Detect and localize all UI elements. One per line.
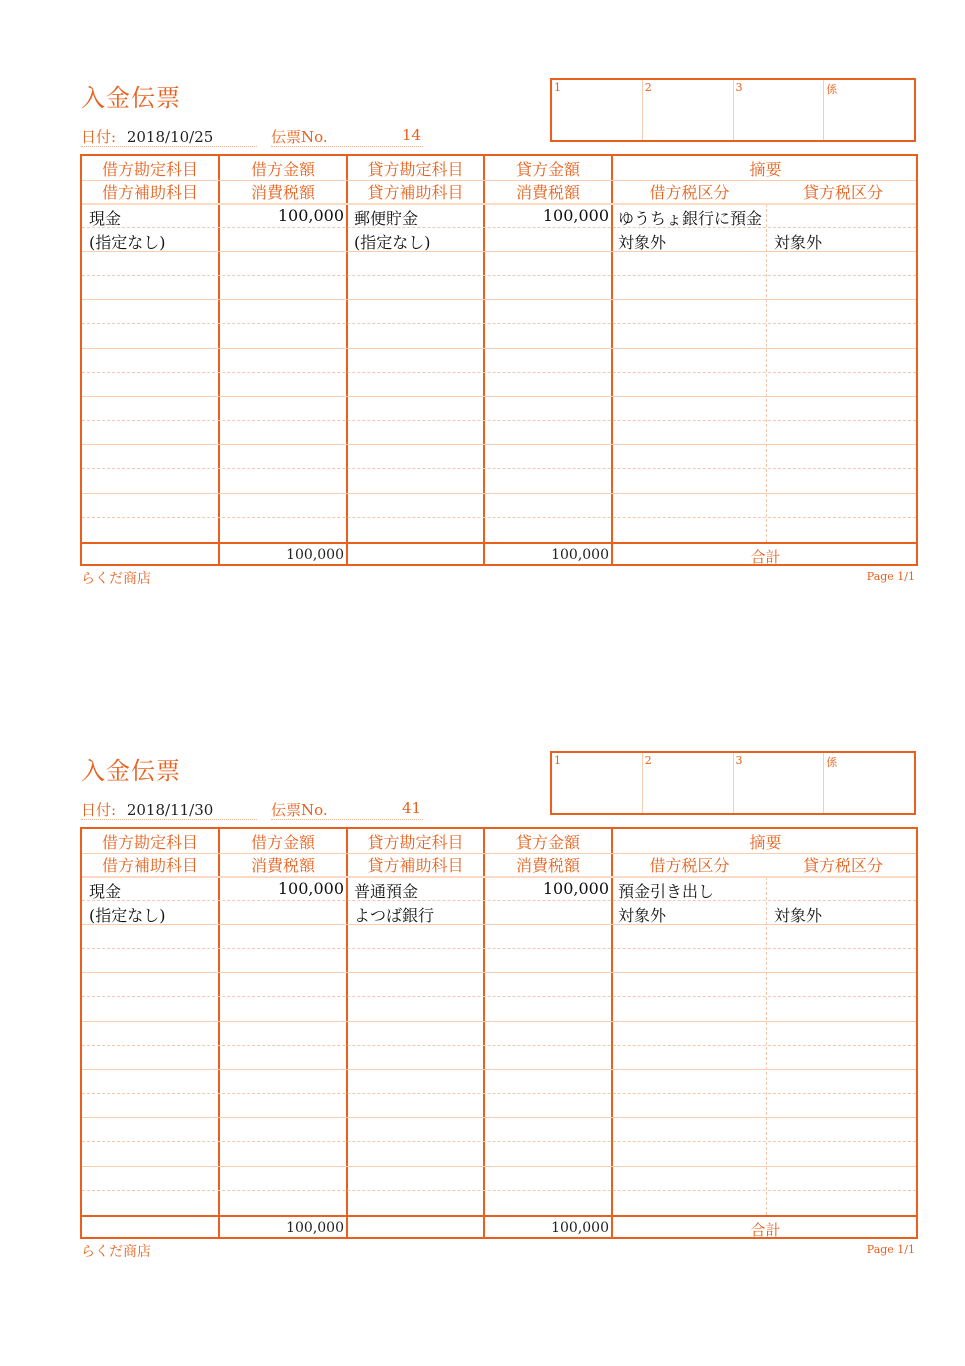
- voucher-number-label: 伝票No.: [271, 128, 328, 146]
- voucher-number: 14: [402, 126, 422, 144]
- credit-tax-value: 対象外: [774, 906, 823, 925]
- header-consumption-tax: 消費税額: [250, 856, 315, 875]
- header-debit-tax: 借方税区分: [649, 856, 730, 875]
- voucher-number: 41: [402, 799, 422, 817]
- debit-sub-value: (指定なし): [89, 233, 166, 252]
- header-summary: 摘要: [749, 833, 782, 852]
- date-value: 2018/10/25: [126, 128, 214, 146]
- approval-stamp-box: [550, 78, 916, 142]
- journal-table: [80, 154, 918, 566]
- date-label: 日付:: [81, 801, 117, 819]
- credit-sub-value: よつば銀行: [354, 906, 435, 925]
- voucher-slip: [0, 78, 965, 598]
- header-debit-tax: 借方税区分: [649, 183, 730, 202]
- stamp-cell: 3: [734, 753, 825, 813]
- stamp-cell: 2: [643, 753, 734, 813]
- voucher-title: 入金伝票: [81, 757, 181, 785]
- debit-tax-value: 対象外: [618, 233, 667, 252]
- shop-name: らくだ商店: [81, 1244, 151, 1260]
- stamp-cell: 1: [552, 80, 643, 140]
- date-value: 2018/11/30: [126, 801, 214, 819]
- header-credit-tax: 貸方税区分: [802, 183, 883, 202]
- header-debit-amount: 借方金額: [250, 833, 315, 852]
- debit-total: 100,000: [286, 1220, 344, 1236]
- header-credit-account: 貸方勘定科目: [367, 160, 464, 179]
- credit-account-value: 普通預金: [354, 882, 419, 901]
- stamp-cell: 3: [734, 80, 825, 140]
- stamp-cell: 係: [826, 756, 838, 769]
- total-label: 合計: [750, 548, 781, 566]
- debit-sub-value: (指定なし): [89, 906, 166, 925]
- credit-amount-value: 100,000: [542, 879, 609, 898]
- header-consumption-tax: 消費税額: [250, 183, 315, 202]
- header-debit-account: 借方勘定科目: [101, 833, 198, 852]
- credit-amount-value: 100,000: [542, 206, 609, 225]
- date-label: 日付:: [81, 128, 117, 146]
- header-consumption-tax: 消費税額: [515, 183, 580, 202]
- header-consumption-tax: 消費税額: [515, 856, 580, 875]
- header-credit-account: 貸方勘定科目: [367, 833, 464, 852]
- shop-name: らくだ商店: [81, 571, 151, 587]
- credit-sub-value: (指定なし): [354, 233, 431, 252]
- voucher-slip: [0, 751, 965, 1271]
- credit-total: 100,000: [551, 1220, 609, 1236]
- credit-tax-value: 対象外: [774, 233, 823, 252]
- debit-total: 100,000: [286, 547, 344, 563]
- voucher-number-label: 伝票No.: [271, 801, 328, 819]
- date-field: [81, 126, 213, 147]
- journal-table: [80, 827, 918, 1239]
- stamp-cell: 1: [552, 753, 643, 813]
- summary-value: 預金引き出し: [618, 882, 715, 901]
- debit-account-value: 現金: [89, 882, 122, 901]
- stamp-cell: 係: [826, 83, 838, 96]
- page-number: Page 1/1: [866, 1243, 915, 1256]
- debit-tax-value: 対象外: [618, 906, 667, 925]
- credit-total: 100,000: [551, 547, 609, 563]
- header-credit-sub: 貸方補助科目: [367, 183, 464, 202]
- debit-amount-value: 100,000: [277, 206, 344, 225]
- page-number: Page 1/1: [866, 570, 915, 583]
- header-summary: 摘要: [749, 160, 782, 179]
- total-label: 合計: [750, 1221, 781, 1239]
- header-credit-amount: 貸方金額: [515, 833, 580, 852]
- debit-account-value: 現金: [89, 209, 122, 228]
- header-debit-account: 借方勘定科目: [101, 160, 198, 179]
- approval-stamp-box: [550, 751, 916, 815]
- date-field: [81, 799, 213, 820]
- header-credit-amount: 貸方金額: [515, 160, 580, 179]
- credit-account-value: 郵便貯金: [354, 209, 419, 228]
- debit-amount-value: 100,000: [277, 879, 344, 898]
- voucher-title: 入金伝票: [81, 84, 181, 112]
- summary-value: ゆうちょ銀行に預金: [618, 209, 763, 228]
- header-debit-sub: 借方補助科目: [101, 856, 198, 875]
- header-debit-sub: 借方補助科目: [101, 183, 198, 202]
- header-credit-tax: 貸方税区分: [802, 856, 883, 875]
- header-debit-amount: 借方金額: [250, 160, 315, 179]
- header-credit-sub: 貸方補助科目: [367, 856, 464, 875]
- stamp-cell: 2: [643, 80, 734, 140]
